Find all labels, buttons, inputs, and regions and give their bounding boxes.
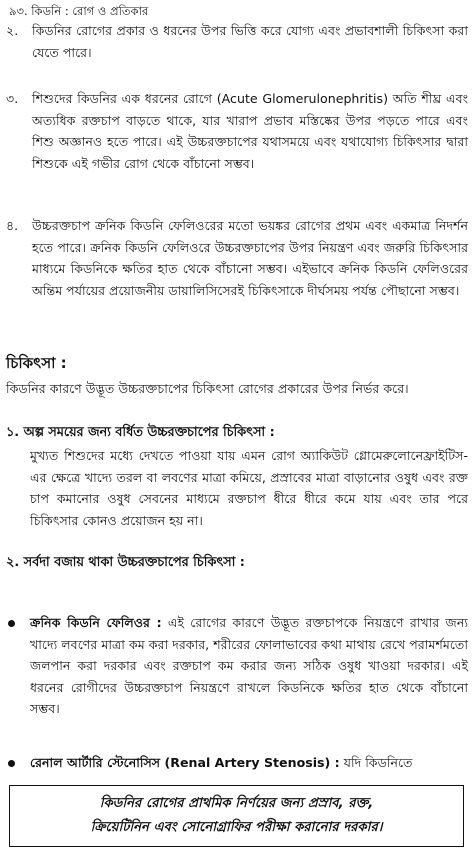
subsection-heading-2: ২. সর্বদা বজায় থাকা উচ্চরক্তচাপের চিকিৎসা : xyxy=(6,555,245,570)
bullet-icon xyxy=(8,620,15,627)
bullet-body: যদি কিডনিতে xyxy=(339,755,413,770)
bullet-icon xyxy=(8,760,15,767)
bullet-text xyxy=(30,752,468,774)
note-line-2: ক্রিয়েটিনিন এবং সোনোগ্রাফির পরীক্ষা করানোর দরকার। xyxy=(90,820,383,835)
bullet-body: এই রোগের কারণে উদ্ভূত রক্তচাপকে নিয়ন্ত্রণে রাখার জন্য খাদ্যে লবণের মাত্রা কম করা দরকার, শরীরের ফোলাভাবের কথা মাথায় রেখে পরামর্শমতো জলপান করা দরকার এবং রক্তচাপ কম করার জন্য সঠিক ওষুধ খাওয়া দরকার। এই ধরনের রোগীদের উচ্চরক্তচাপ নিয়ন্ত্রণে রাখলে কিডনিকে ক্ষতির হাত থেকে বাঁচানো সম্ভব। xyxy=(30,615,468,716)
point-3 xyxy=(6,88,468,174)
page-header: ৯৩. কিডনি : রোগ ও প্রতিকার xyxy=(9,4,149,18)
bullet-lead: ক্রনিক কিডনি ফেলিওর : xyxy=(30,615,162,630)
bullet-lead: রেনাল আর্টারি স্টেনোসিস (Renal Artery Stenosis) : xyxy=(30,755,340,770)
bullet-chronic-kidney-failure xyxy=(8,612,468,720)
note-box xyxy=(9,785,464,847)
note-line-1: কিডনির রোগের প্রাথমিক নির্ণয়ের জন্য প্রস্রাব, রক্ত, xyxy=(99,796,374,811)
point-2 xyxy=(6,20,468,63)
subsection-heading-1: ১. অল্প সময়ের জন্য বর্ধিত উচ্চরক্তচাপের চিকিৎসা : xyxy=(6,425,275,440)
point-number: ৪. xyxy=(6,218,19,233)
point-text: শিশুদের কিডনির এক ধরনের রোগে (Acute Glomerulonephritis) অতি শীঘ্র এবং অত্যধিক রক্তচাপ বাড়তে থাকে, যার খারাপ প্রভাব মস্তিষ্কের উপর পড়তে পারে এবং শিশু অজ্ঞানও হতে পারে। এই উচ্চরক্তচাপের যথাসময়ে এবং যথাযোগ্য চিকিৎসার দ্বারা শিশুকে এই গভীর রোগ থেকে বাঁচানো সম্ভব। xyxy=(32,91,468,171)
bullet-text xyxy=(30,612,468,720)
bullet-renal-artery-stenosis xyxy=(8,752,468,774)
point-text: কিডনির রোগের প্রকার ও ধরনের উপর ভিত্তি করে যোগ্য এবং প্রভাবশালী চিকিৎসা করা যেতে পারে। xyxy=(32,23,468,60)
point-text: উচ্চরক্তচাপ ক্রনিক কিডনি ফেলিওরের মতো ভয়ঙ্কর রোগের প্রথম এবং একমাত্র নিদর্শন হতে পারে। ক্রনিক কিডনি ফেলিওরে উচ্চরক্তচাপের উপর নিয়ন্ত্রণ এবং জরুরি চিকিৎসার মাধ্যমে কিডনিকে ক্ষতির হাত থেকে বাঁচানো সম্ভব। এইভাবে ক্রনিক কিডনি ফেলিওরের অন্তিম পর্যায়ের প্রয়োজনীয় ডায়ালিসিসেরই চিকিৎসাকে দীর্ঘসময় পর্যন্ত পৌছানো সম্ভব। xyxy=(32,218,468,298)
point-number: ২. xyxy=(6,23,19,38)
section-title: চিকিৎসা : xyxy=(6,354,67,372)
subsection-body-1: মুখ্যত শিশুদের মধ্যে দেখতে পাওয়া যায় এমন রোগ অ্যাকিউট গ্লোমেরুলোনেফ্রাইটিস-এর ক্ষেত্রে খাদ্যে তরল বা লবণের মাত্রা কমিয়ে, প্রস্রাবের মাত্রা বাড়ানোর ওষুধ এবং রক্ত চাপ কমানোর ওষুধ সেবনের মাধ্যমে রক্তচাপ ধীরে ধীরে কমে যায় এবং তার পরে চিকিৎসার কোনও প্রয়োজন হয় না। xyxy=(30,448,468,528)
point-number: ৩. xyxy=(6,91,19,106)
section-intro: কিডনির কারণে উদ্ভূত উচ্চরক্তচাপের চিকিৎসা রোগের প্রকারের উপর নির্ভর করে। xyxy=(6,381,409,396)
point-4 xyxy=(6,215,468,301)
